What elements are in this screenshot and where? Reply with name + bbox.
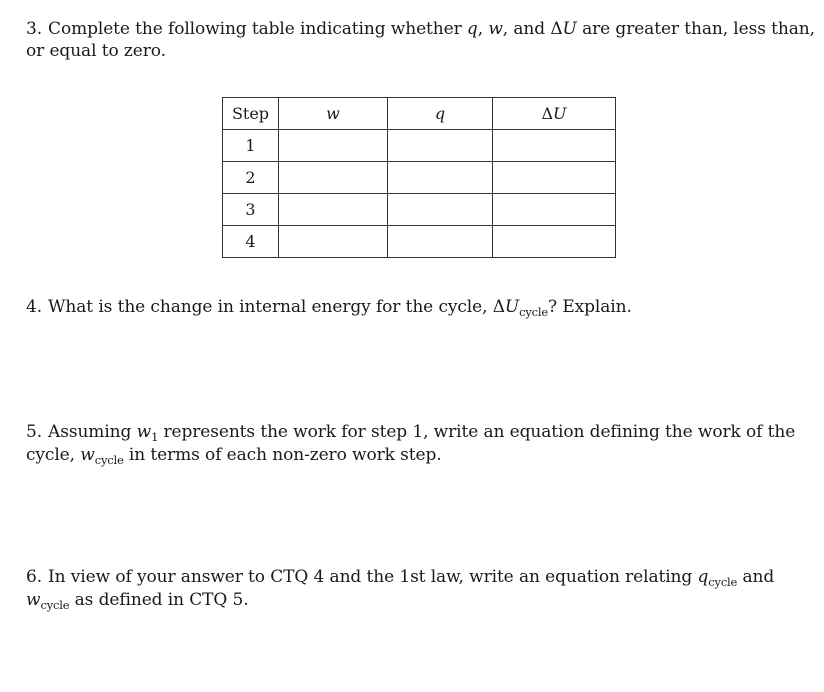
subscript-cycle: cycle [94,453,124,467]
math-delta: Δ [492,297,505,317]
math-q: q [466,19,478,39]
table-header-row [223,98,616,130]
math-U: U [562,19,577,39]
answer-cell-q[interactable] [388,226,493,258]
separator: , [477,19,489,39]
table-row [223,226,616,258]
question-4 [26,296,816,319]
step-number: 2 [223,162,279,194]
math-delta: Δ [550,19,563,39]
subscript-cycle: cycle [708,575,738,589]
header-step: Step [223,98,279,130]
answer-cell-w[interactable] [279,162,388,194]
math-U: U [553,104,567,123]
question-text: What is the change in internal energy for the cycle, [48,297,493,317]
table-row [223,130,616,162]
question-text: ? Explain. [548,297,632,317]
question-6 [26,566,816,612]
table-row [223,194,616,226]
subscript-cycle: cycle [519,305,548,319]
question-text: are greater than, less than, or equal to zero. [26,19,815,61]
answer-table [222,97,616,258]
step-number: 3 [223,194,279,226]
math-q: q [697,567,709,587]
answer-cell-q[interactable] [388,130,493,162]
subscript-1: 1 [151,430,159,444]
math-w: w [488,19,503,39]
math-U: U [504,297,520,317]
answer-cell-q[interactable] [388,194,493,226]
math-w: w [26,590,41,610]
question-5 [26,421,816,467]
question-number: 3. [26,19,43,39]
question-number: 5. [26,422,43,442]
header-delta-u [493,98,616,130]
math-w: w [80,445,95,465]
step-number: 4 [223,226,279,258]
question-text: Assuming [48,422,137,442]
question-text: represents the work for step 1, write an equation defining the work of the cycle, [26,422,796,465]
step-number: 1 [223,130,279,162]
answer-cell-w[interactable] [279,194,388,226]
answer-cell-q[interactable] [388,162,493,194]
answer-cell-w[interactable] [279,130,388,162]
answer-cell-delta-u[interactable] [493,130,616,162]
question-text: in terms of each non-zero work step. [123,445,442,465]
answer-cell-delta-u[interactable] [493,226,616,258]
separator: , and [502,19,551,39]
math-delta: Δ [541,104,554,123]
question-number: 4. [26,297,43,317]
table-row [223,162,616,194]
question-text: and [737,567,775,587]
question-text: as defined in CTQ 5. [69,590,249,610]
subscript-cycle: cycle [40,598,70,612]
question-number: 6. [26,567,43,587]
answer-cell-w[interactable] [279,226,388,258]
answer-cell-delta-u[interactable] [493,162,616,194]
header-q: q [388,98,493,130]
math-w: w [136,422,152,442]
question-3 [26,18,816,62]
header-w: w [279,98,388,130]
question-text: In view of your answer to CTQ 4 and the 1st law, write an equation relating [48,567,698,587]
question-text: Complete the following table indicating whether [48,19,467,39]
answer-cell-delta-u[interactable] [493,194,616,226]
